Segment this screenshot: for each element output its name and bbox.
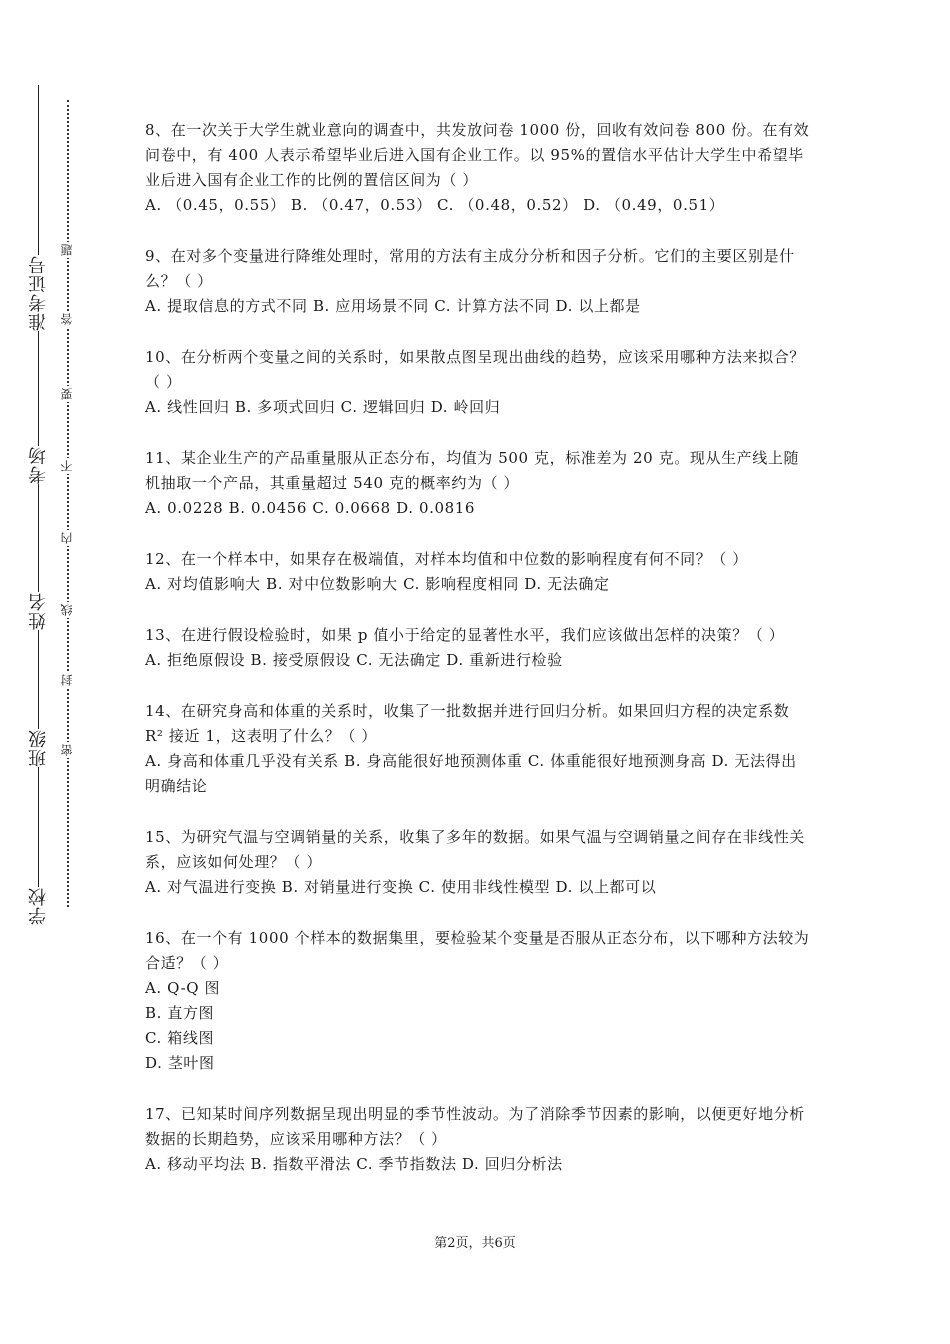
seal-char: 线 (60, 604, 74, 616)
seal-char: 密 (60, 744, 74, 756)
page-footer: 第2页，共6页 (434, 1236, 516, 1251)
question-13 (145, 623, 810, 673)
question-8 (145, 118, 810, 218)
question-options: A. 提取信息的方式不同 B. 应用场景不同 C. 计算方法不同 D. 以上都是 (145, 297, 641, 315)
field-school-label: 学校 (22, 887, 56, 925)
field-class-label: 班级 (22, 729, 56, 767)
binding-margin (0, 0, 110, 1344)
question-12 (145, 547, 810, 597)
option-c: C. 箱线图 (145, 1029, 215, 1047)
question-text: 10、在分析两个变量之间的关系时，如果散点图呈现出曲线的趋势，应该采用哪种方法来拟合？（ ） (145, 348, 805, 391)
question-options: A. 移动平均法 B. 指数平滑法 C. 季节指数法 D. 回归分析法 (145, 1155, 563, 1173)
question-text: 15、为研究气温与空调销量的关系，收集了多年的数据。如果气温与空调销量之间存在非线性关系，应该如何处理？（ ） (145, 828, 805, 871)
seal-char: 答 (60, 313, 74, 325)
question-text: 17、已知某时间序列数据呈现出明显的季节性波动。为了消除季节因素的影响，以便更好地分析数据的长期趋势，应该采用哪种方法？（ ） (145, 1105, 805, 1148)
seal-char: 题 (60, 244, 74, 256)
question-10 (145, 345, 810, 420)
question-16 (145, 926, 810, 1076)
question-15 (145, 825, 810, 900)
question-options: A. 拒绝原假设 B. 接受原假设 C. 无法确定 D. 重新进行检验 (145, 651, 563, 669)
question-text: 9、在对多个变量进行降维处理时，常用的方法有主成分分析和因子分析。它们的主要区别是什么？（ ） (145, 247, 795, 290)
seal-char: 要 (60, 388, 74, 400)
question-11 (145, 446, 810, 521)
question-options: A. 线性回归 B. 多项式回归 C. 逻辑回归 D. 岭回归 (145, 398, 501, 416)
question-text: 8、在一次关于大学生就业意向的调查中，共发放问卷 1000 份，回收有效问卷 800 份。在有效问卷中，有 400 人表示希望毕业后进入国有企业工作。以 95%的置信水平估计大学生中希望毕业后进入国有企业工作的比例的置信区间为（ ） (145, 121, 810, 189)
question-text: 12、在一个样本中，如果存在极端值，对样本均值和中位数的影响程度有何不同？（ ） (145, 550, 748, 568)
question-text: 14、在研究身高和体重的关系时，收集了一批数据并进行回归分析。如果回归方程的决定系数 R² 接近 1，这表明了什么？（ ） (145, 702, 790, 745)
binding-solid-line (38, 85, 39, 923)
field-name-label: 姓名 (22, 592, 56, 630)
seal-char: 不 (60, 460, 74, 472)
option-b: B. 直方图 (145, 1004, 215, 1022)
question-options: A. 0.0228 B. 0.0456 C. 0.0668 D. 0.0816 (145, 499, 476, 517)
question-17 (145, 1102, 810, 1177)
field-exam-room-label: 考场 (22, 446, 56, 484)
question-options: A. 对气温进行变换 B. 对销量进行变换 C. 使用非线性模型 D. 以上都可以 (145, 878, 657, 896)
question-list (145, 118, 810, 1203)
seal-char: 封 (60, 674, 74, 686)
seal-char: 内 (60, 532, 74, 544)
question-9 (145, 244, 810, 319)
question-14 (145, 699, 810, 799)
question-text: 16、在一个有 1000 个样本的数据集里，要检验某个变量是否服从正态分布，以下哪种方法较为合适？（ ） (145, 929, 810, 972)
question-options: A. 身高和体重几乎没有关系 B. 身高能很好地预测体重 C. 体重能很好地预测身高 D. 无法得出明确结论 (145, 752, 797, 795)
option-a: A. Q-Q 图 (145, 979, 221, 997)
question-text: 13、在进行假设检验时，如果 p 值小于给定的显著性水平，我们应该做出怎样的决策？（ ） (145, 626, 785, 644)
binding-dotted-line (67, 100, 69, 907)
question-options: A. 对均值影响大 B. 对中位数影响大 C. 影响程度相同 D. 无法确定 (145, 575, 610, 593)
option-d: D. 茎叶图 (145, 1054, 215, 1072)
field-exam-number-label: 准考证号 (22, 255, 56, 331)
question-options: A. （0.45，0.55） B. （0.47，0.53） C. （0.48，0.52） D. （0.49，0.51） (145, 196, 725, 214)
question-text: 11、某企业生产的产品重量服从正态分布，均值为 500 克，标准差为 20 克。现从生产线上随机抽取一个产品，其重量超过 540 克的概率约为（ ） (145, 449, 800, 492)
